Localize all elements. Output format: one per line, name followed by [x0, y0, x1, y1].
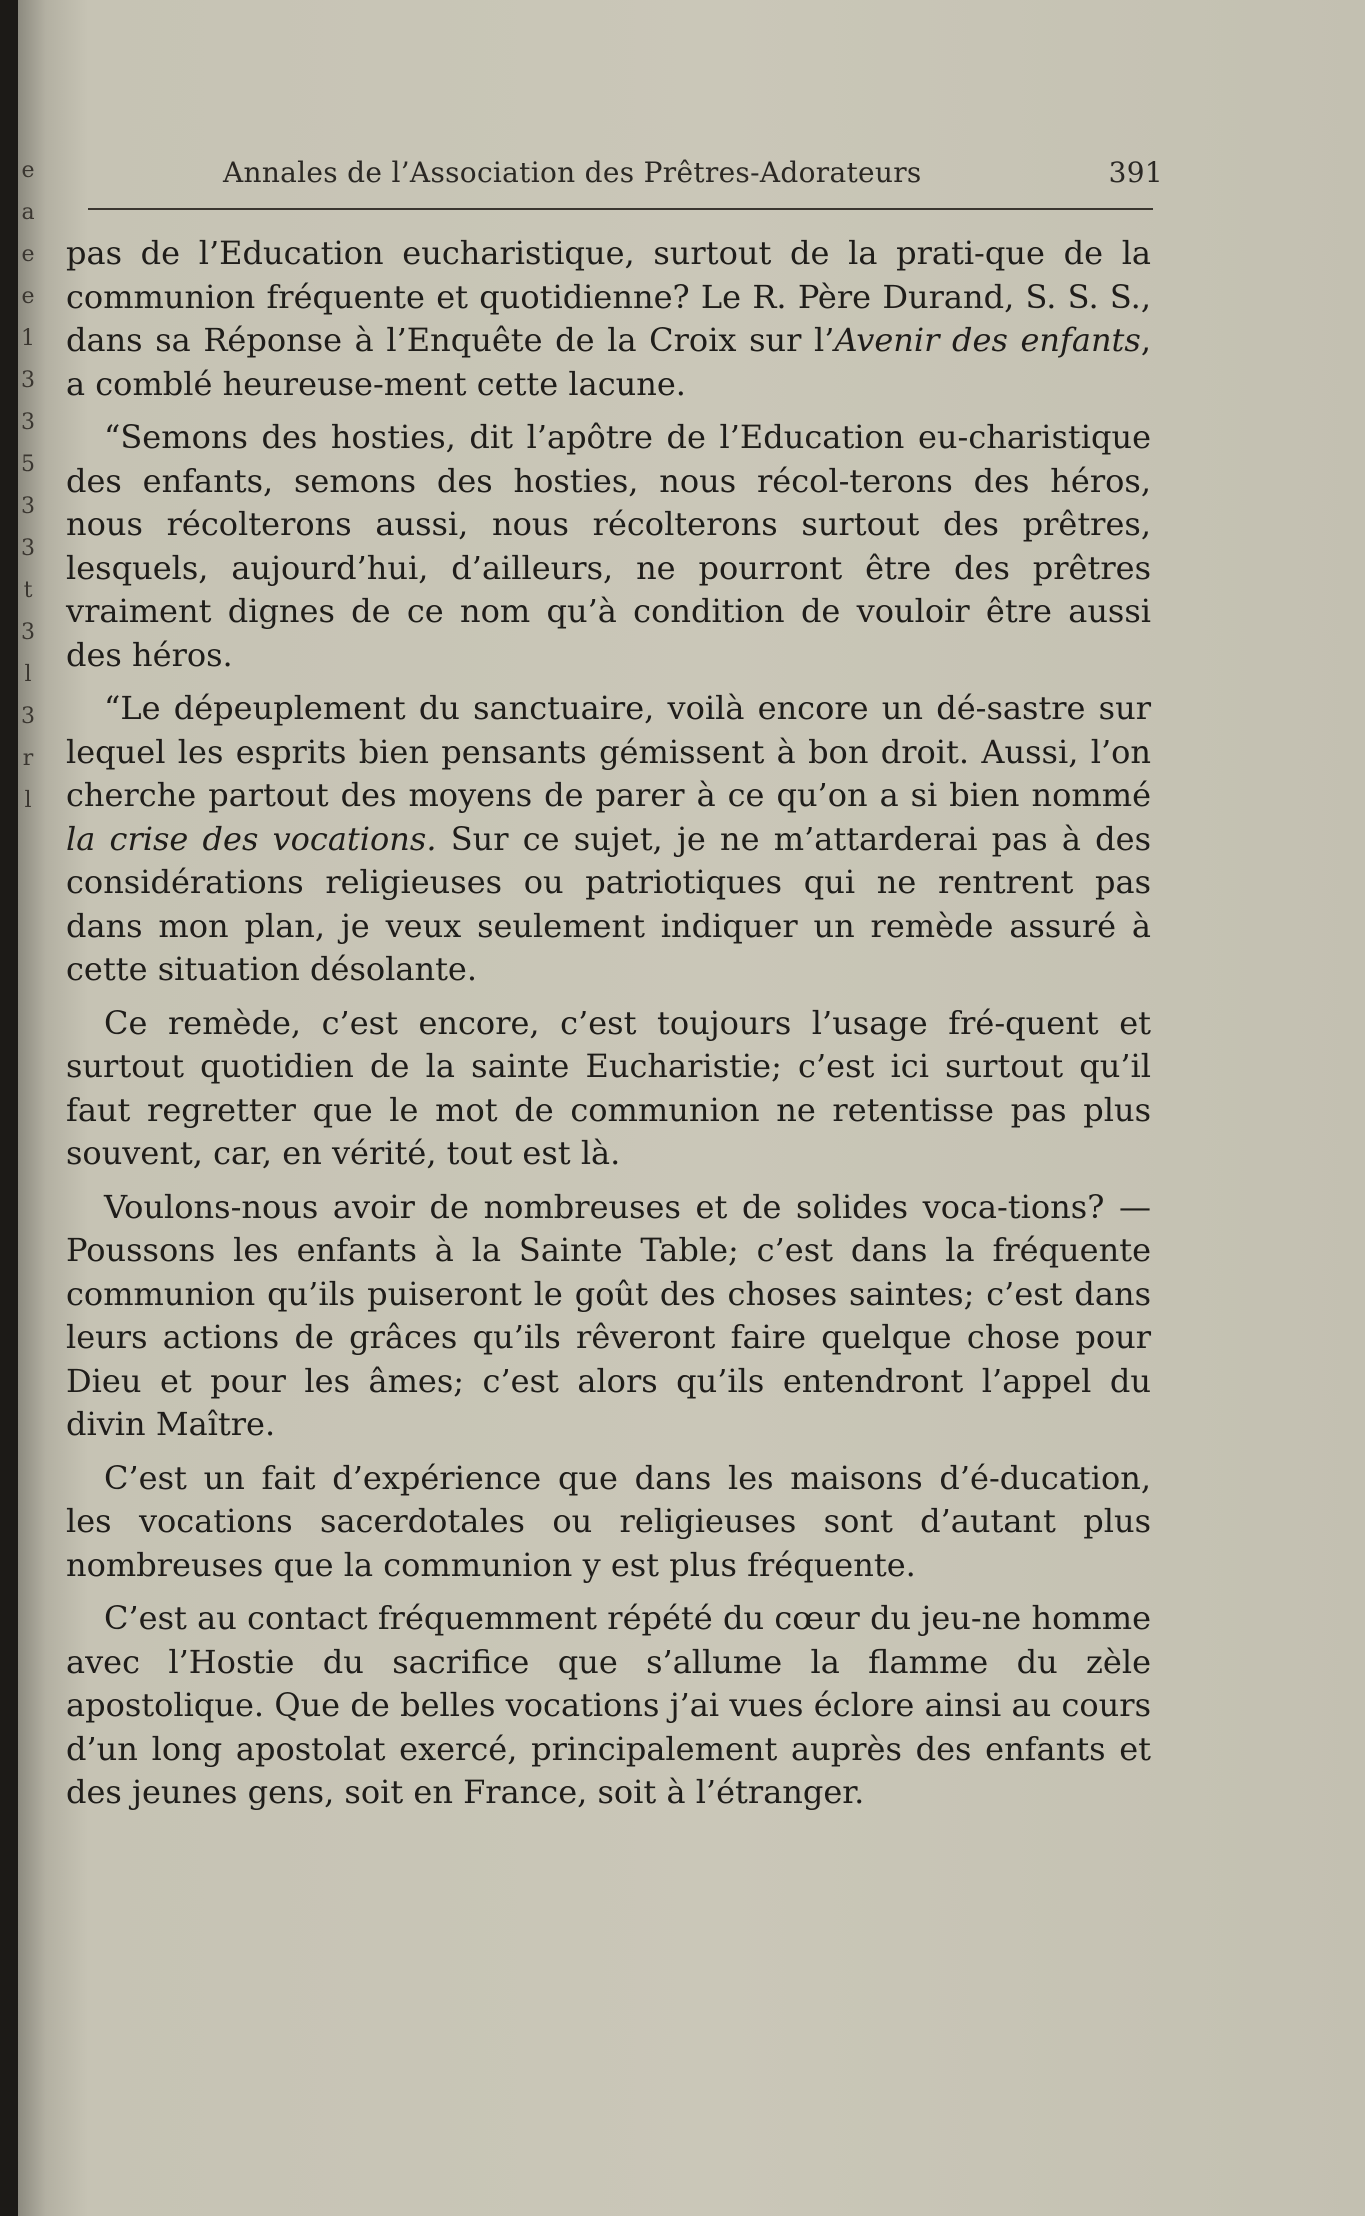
header-rule: [88, 208, 1153, 210]
margin-fragment: 3: [21, 620, 35, 645]
page-number: 391: [1108, 156, 1163, 189]
margin-fragment: l: [24, 662, 32, 687]
margin-fragment: 3: [21, 704, 35, 729]
book-page: [18, 0, 1365, 2216]
paragraph-3-text-b: Sur ce sujet, je ne m’attarderai pas à des considérations religieuses ou patriotiques qui ne rentrent pas dans mon plan, je veux seulement indiquer un remède assuré à cette situation désolante.: [66, 819, 1152, 988]
paragraph-1-italic: Avenir des enfants: [834, 321, 1141, 359]
margin-fragment: 3: [21, 494, 35, 519]
facing-page-margin-fragments: [18, 150, 38, 822]
margin-fragment: a: [21, 200, 35, 225]
running-title: Annales de l’Association des Prêtres-Adorateurs: [223, 156, 922, 189]
margin-fragment: 3: [21, 410, 35, 435]
margin-fragment: 3: [21, 536, 35, 561]
margin-fragment: r: [22, 746, 34, 771]
margin-fragment: e: [21, 158, 35, 183]
margin-fragment: 3: [21, 368, 35, 393]
margin-fragment: e: [21, 242, 35, 267]
paragraph-3: [66, 687, 1151, 992]
paragraph-1-text-a: pas de l’Education eucharistique, surtout de la prati-que de la communion fréquente et quotidienne? Le R. Père Durand, S. S. S., dans sa Réponse à l’Enquête de la Croix sur l’: [66, 234, 1151, 359]
margin-fragment: e: [21, 284, 35, 309]
paragraph-1: [66, 232, 1151, 406]
book-binding-edge: [0, 0, 18, 2216]
paragraph-4: Ce remède, c’est encore, c’est toujours l’usage fré-quent et surtout quotidien de la sainte Eucharistie; c’est ici surtout qu’il faut regretter que le mot de communion ne retentisse pas plus souvent, car, en vérité, tout est là.: [66, 1003, 1151, 1172]
margin-fragment: 1: [21, 326, 35, 351]
body-text: [66, 232, 1151, 1825]
paragraph-5: Voulons-nous avoir de nombreuses et de solides voca-tions? — Poussons les enfants à la Sainte Table; c’est dans la fréquente communion qu’ils puiseront le goût des choses saintes; c’est dans leurs actions de grâces qu’ils rêveront faire quelque chose pour Dieu et pour les âmes; c’est alors qu’ils entendront l’appel du divin Maître.: [66, 1187, 1151, 1443]
paragraph-6: C’est un fait d’expérience que dans les maisons d’é-ducation, les vocations sacerdotales ou religieuses sont d’autant plus nombreuses que la communion y est plus fréquente.: [66, 1458, 1151, 1584]
running-header: [223, 156, 1163, 196]
paragraph-3-text-a: “Le dépeuplement du sanctuaire, voilà encore un dé-sastre sur lequel les esprits bien pensants gémissent à bon droit. Aussi, l’on cherche partout des moyens de parer à ce qu’on a si bien nommé: [66, 689, 1151, 814]
margin-fragment: l: [24, 788, 32, 813]
margin-fragment: t: [23, 578, 33, 603]
paragraph-3-italic: la crise des vocations.: [66, 819, 437, 858]
margin-fragment: 5: [21, 452, 35, 477]
paragraph-7: C’est au contact fréquemment répété du cœur du jeu-ne homme avec l’Hostie du sacrifice que s’allume la flamme du zèle apostolique. Que de belles vocations j’ai vues éclore ainsi au cours d’un long apostolat exercé, principalement auprès des enfants et des jeunes gens, soit en France, soit à l’étranger.: [66, 1599, 1151, 1811]
paragraph-2: “Semons des hosties, dit l’apôtre de l’Education eu-charistique des enfants, semons des hosties, nous récol-terons des héros, nous récolterons aussi, nous récolterons surtout des prêtres, lesquels, aujourd’hui, d’ailleurs, ne pourront être des prêtres vraiment dignes de ce nom qu’à condition de vouloir être aussi des héros.: [66, 418, 1151, 674]
paragraph-1-text-b: , a comblé heureuse-ment cette lacune.: [66, 321, 1152, 403]
